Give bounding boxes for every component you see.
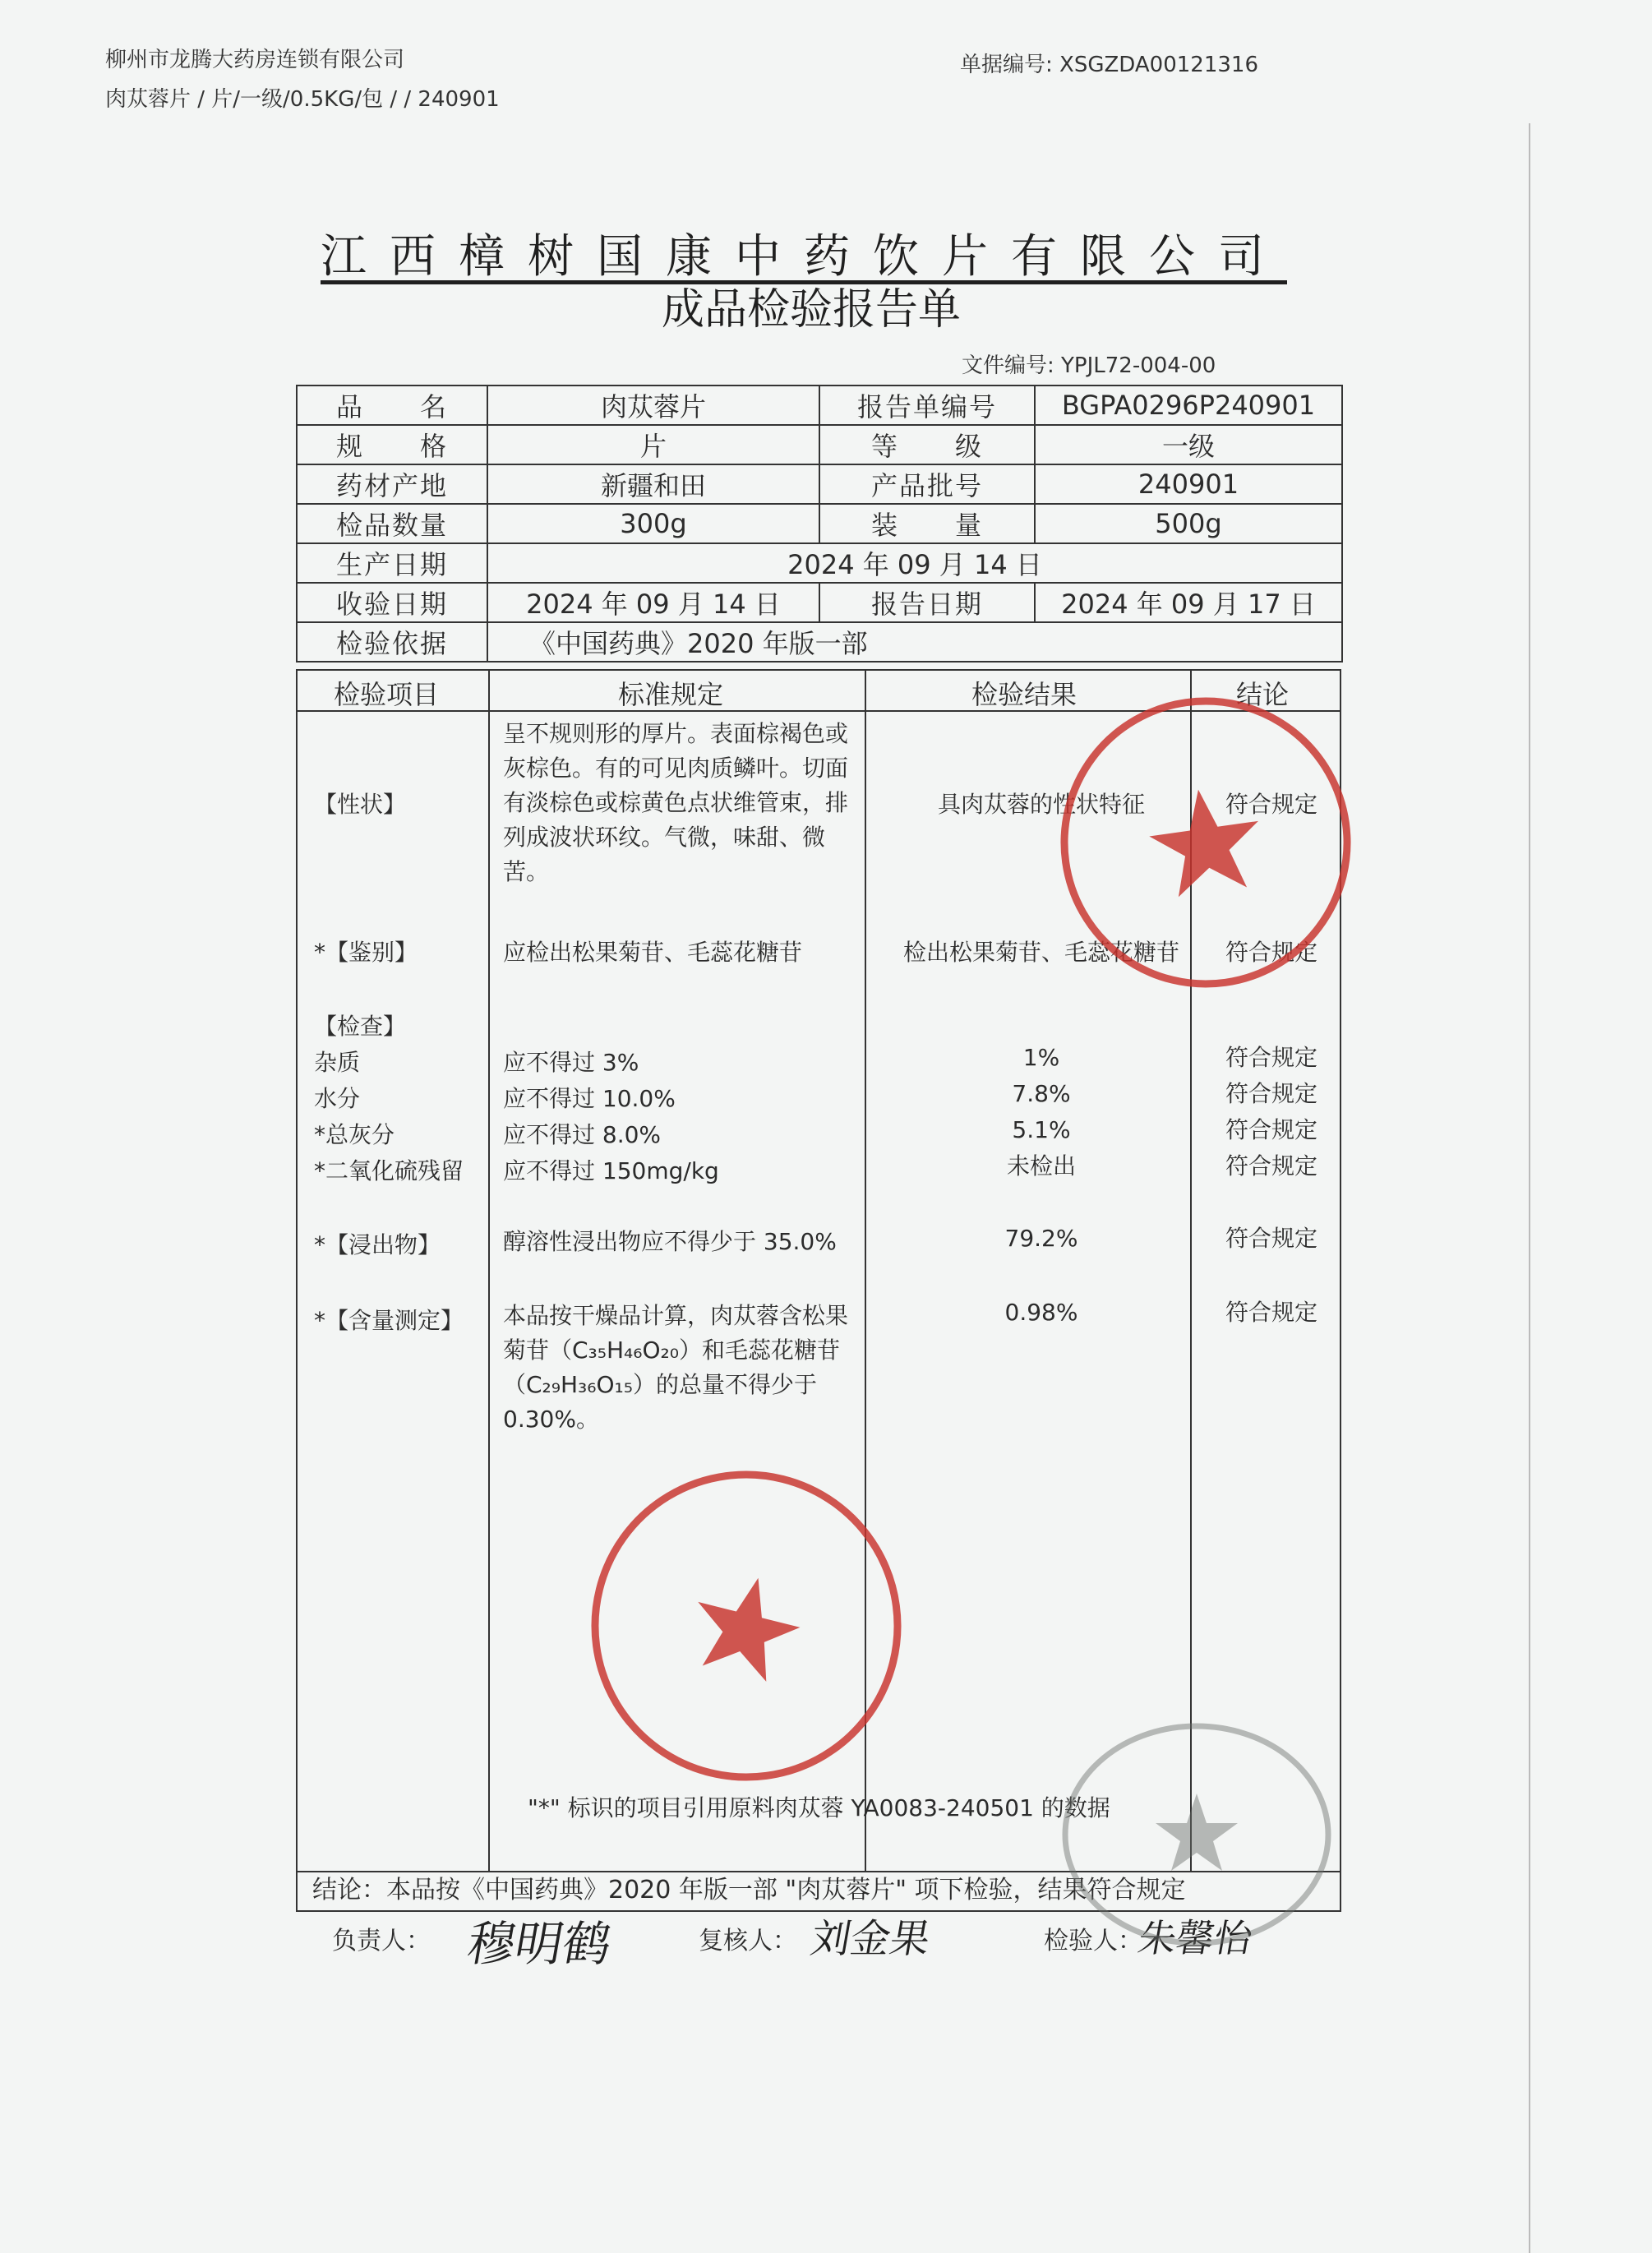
qty: 300g: [487, 504, 819, 543]
test-conclusion: 符合规定: [1225, 1299, 1317, 1326]
test-item: *二氧化硫残留: [314, 1157, 464, 1184]
responsible-signature: 穆明鹤: [463, 1916, 616, 1972]
test-item: 杂质: [314, 1049, 361, 1076]
header-doc-number: 单据编号: XSGZDA00121316: [960, 53, 1258, 77]
page-fold-line: [1529, 123, 1530, 2253]
test-conclusion: 符合规定: [1225, 1080, 1317, 1107]
test-standard: 呈不规则形的厚片。表面棕褐色或灰棕色。有的可见肉质鳞叶。切面有淡棕色或棕黄色点状维管束，排列成波状环纹。气微，味甜、微苦。: [503, 720, 849, 885]
header-company: 柳州市龙腾大药房连锁有限公司: [105, 48, 405, 72]
test-item: 【性状】: [314, 791, 407, 818]
origin-label: 药材产地: [297, 464, 487, 504]
table-row: [297, 543, 1342, 583]
product-name: 肉苁蓉片: [487, 386, 819, 425]
spec-label: 规 格: [297, 425, 487, 464]
test-item: *【含量测定】: [314, 1307, 464, 1334]
company-title: 江西樟树国康中药饮片有限公司: [321, 230, 1287, 284]
test-standard: 应不得过 10.0%: [503, 1085, 676, 1112]
col-conclusion-header: 结论: [1236, 679, 1290, 710]
origin: 新疆和田: [487, 464, 819, 504]
basis: 《中国药典》2020 年版一部: [487, 622, 1342, 662]
prod-date-label: 生产日期: [297, 543, 487, 583]
inspector-signature: 朱馨怡: [1134, 1916, 1257, 1960]
test-standard: 应不得过 3%: [503, 1049, 639, 1076]
recv-date: 2024 年 09 月 14 日: [487, 583, 819, 622]
table-row: [297, 425, 1342, 464]
table-row: [297, 622, 1342, 662]
test-conclusion: 符合规定: [1225, 1044, 1317, 1071]
conclusion-row: 结论：本品按《中国药典》2020 年版一部 "肉苁蓉片" 项下检验，结果符合规定: [296, 1872, 1341, 1912]
test-conclusion: 符合规定: [1225, 791, 1317, 818]
test-item: 水分: [314, 1085, 361, 1112]
batch-label: 产品批号: [819, 464, 1035, 504]
test-conclusion: 符合规定: [1225, 1116, 1317, 1143]
test-result: 具肉苁蓉的性状特征: [937, 791, 1145, 818]
test-standard: 应不得过 8.0%: [503, 1121, 662, 1148]
reviewer-signature: 刘金果: [807, 1916, 934, 1962]
test-conclusion: 符合规定: [1225, 1225, 1317, 1252]
column-divider: [488, 671, 490, 1871]
test-conclusion: 符合规定: [1225, 939, 1317, 966]
test-result: 未检出: [1006, 1152, 1076, 1180]
footnote: "*" 标识的项目引用原料肉苁蓉 YA0083-240501 的数据: [528, 1794, 1110, 1821]
test-standard: 应不得过 150mg/kg: [503, 1157, 719, 1184]
test-result: 1%: [1022, 1044, 1060, 1071]
quality-seal-stamp: [1054, 690, 1358, 995]
inspector-label: 检验人：: [1044, 1927, 1142, 1955]
basis-label: 检验依据: [297, 622, 487, 662]
responsible-label: 负责人：: [332, 1927, 431, 1955]
recv-date-label: 收验日期: [297, 583, 487, 622]
inspection-seal-stamp: [1057, 1711, 1336, 1958]
report-no: BGPA0296P240901: [1035, 386, 1342, 425]
inspection-heading: 【检查】: [314, 1013, 407, 1040]
header-product: 肉苁蓉片 / 片/一级/0.5KG/包 / / 240901: [105, 87, 500, 112]
pack: 500g: [1035, 504, 1342, 543]
table-row: [297, 504, 1342, 543]
report-title: 成品检验报告单: [662, 285, 962, 335]
info-table: [296, 385, 1343, 663]
grade: 一级: [1035, 425, 1342, 464]
test-result: 7.8%: [1012, 1080, 1071, 1107]
pharmacy-seal-stamp: [585, 1465, 907, 1787]
table-row: [297, 583, 1342, 622]
file-number: 文件编号: YPJL72-004-00: [962, 353, 1216, 378]
qty-label: 检品数量: [297, 504, 487, 543]
test-result: 5.1%: [1012, 1116, 1071, 1143]
test-conclusion: 符合规定: [1225, 1152, 1317, 1180]
prod-date: 2024 年 09 月 14 日: [487, 543, 1342, 583]
test-result: 检出松果菊苷、毛蕊花糖苷: [902, 939, 1179, 966]
test-standard: 醇溶性浸出物应不得少于 35.0%: [503, 1228, 837, 1255]
test-item: *总灰分: [314, 1121, 395, 1148]
report-date-label: 报告日期: [819, 583, 1035, 622]
batch: 240901: [1035, 464, 1342, 504]
product-name-label: 品 名: [297, 386, 487, 425]
test-item: *【浸出物】: [314, 1231, 441, 1258]
reviewer-label: 复核人：: [699, 1927, 797, 1955]
report-date: 2024 年 09 月 17 日: [1035, 583, 1342, 622]
spec: 片: [487, 425, 819, 464]
pack-label: 装 量: [819, 504, 1035, 543]
col-standard-header: 标准规定: [618, 679, 724, 710]
grade-label: 等 级: [819, 425, 1035, 464]
table-row: [297, 464, 1342, 504]
test-standard: 本品按干燥品计算，肉苁蓉含松果菊苷（C₃₅H₄₆O₂₀）和毛蕊花糖苷（C₂₉H₃₆O₁₅）的总量不得少于 0.30%。: [503, 1302, 849, 1433]
report-no-label: 报告单编号: [819, 386, 1035, 425]
test-result: 0.98%: [1004, 1299, 1078, 1326]
col-result-header: 检验结果: [971, 679, 1077, 710]
test-item: *【鉴别】: [314, 939, 418, 966]
test-result: 79.2%: [1004, 1225, 1078, 1252]
table-row: [297, 386, 1342, 425]
test-standard: 应检出松果菊苷、毛蕊花糖苷: [503, 939, 803, 966]
col-item-header: 检验项目: [334, 679, 440, 710]
